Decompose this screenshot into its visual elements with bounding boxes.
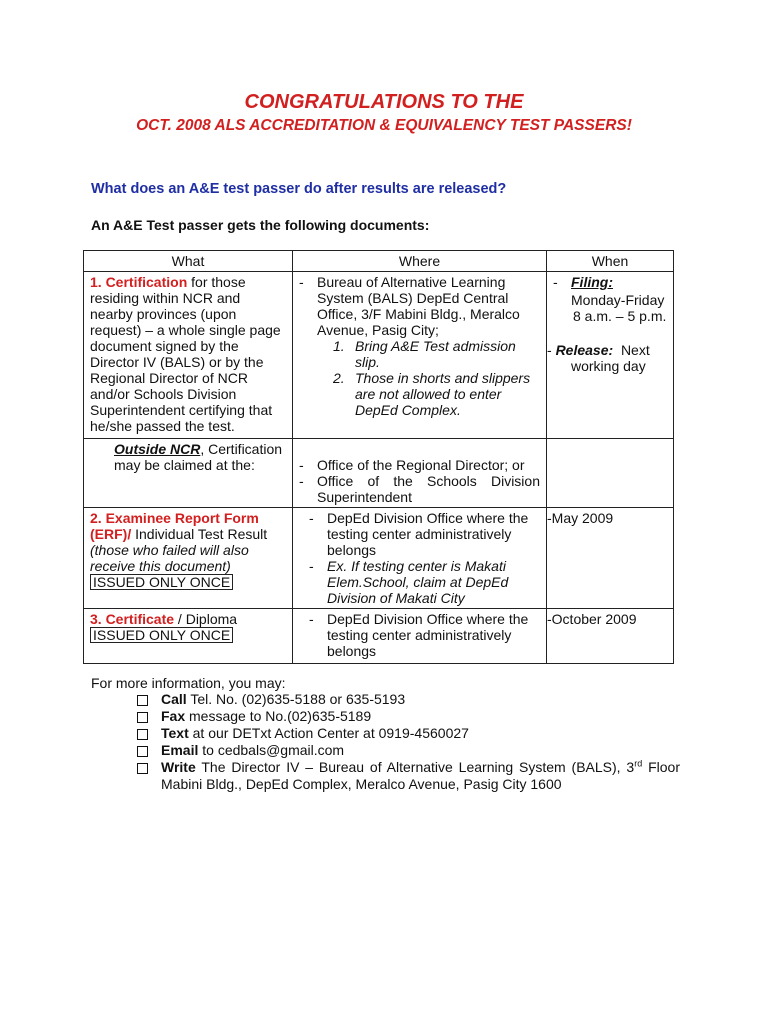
list-item: 2. Those in shorts and slippers are not allowed to enter DepEd Complex.	[299, 370, 540, 418]
bring-slip-note: Bring A&E Test admission slip.	[355, 338, 516, 370]
list-item: - Ex. If testing center is Makati Elem.School, claim at DepEd Division of Makati City	[309, 558, 540, 606]
list-item	[135, 742, 680, 759]
outside-ncr-text-a: , Certification	[200, 441, 283, 457]
erf-release-date: May 2009	[551, 510, 614, 526]
more-info-intro: For more information, you may:	[91, 675, 286, 691]
table-row-certification	[84, 272, 674, 439]
filing-days: Monday-Friday	[571, 292, 665, 308]
call-label: Call	[161, 691, 187, 707]
cell-where-erf	[293, 508, 547, 609]
release-text-a: Next	[620, 342, 650, 358]
list-item: - Office of the Schools Division Superintendent	[299, 473, 540, 505]
outside-ncr-text-b: may be claimed at the:	[114, 457, 255, 473]
cell-what-erf	[84, 508, 293, 609]
header-what: What	[84, 251, 293, 272]
certificate-release-date: October 2009	[551, 611, 637, 627]
table-row-certificate	[84, 609, 674, 664]
cell-where-outside-ncr	[293, 439, 547, 508]
write-label: Write	[161, 759, 196, 775]
documents-table	[83, 250, 674, 664]
email-text: to cedbals@gmail.com	[198, 742, 345, 758]
write-text-b: Floor Mabini Bldg., DepEd Complex, Meralco Avenue, Pasig City 1600	[161, 759, 680, 792]
checkbox-icon	[137, 763, 148, 774]
documents-intro: An A&E Test passer gets the following documents:	[91, 217, 430, 233]
division-office: DepEd Division Office where the testing center administratively belongs	[327, 611, 529, 659]
erf-note: (those who failed will also receive this document)	[90, 542, 249, 574]
list-item: - Bureau of Alternative Learning System (BALS) DepEd Central Office, 3/F Mabini Bldg., Meralco Avenue, Pasig City;	[299, 274, 540, 338]
checkbox-icon	[137, 746, 148, 757]
table-header-row	[84, 251, 674, 272]
dress-code-note: Those in shorts and slippers are not allowed to enter DepEd Complex.	[355, 370, 531, 418]
header-when: When	[547, 251, 674, 272]
erf-label: 2. Examinee Report Form (ERF)/	[90, 510, 259, 542]
bals-address: Bureau of Alternative Learning System (BALS) DepEd Central Office, 3/F Mabini Bldg., Meralco Avenue, Pasig City;	[317, 274, 520, 338]
certification-label: 1. Certification	[90, 274, 188, 290]
table-row-erf	[84, 508, 674, 609]
regional-office: Office of the Regional Director; or	[317, 457, 525, 473]
checkbox-icon	[137, 695, 148, 706]
list-item: Write The Director IV – Bureau of Alternative Learning System (BALS), 3rd Floor Mabini Bldg., DepEd Complex, Meralco Avenue, Pasig City 1600	[135, 759, 680, 793]
list-item	[135, 691, 680, 708]
table-row-outside-ncr	[84, 439, 674, 508]
text-text: at our DETxt Action Center at 0919-4560027	[188, 725, 469, 741]
release-text-b: working day	[571, 358, 646, 374]
checkbox-icon	[137, 729, 148, 740]
cell-when-certificate: -October 2009	[547, 609, 674, 664]
text-label: Text	[161, 725, 189, 741]
issued-once-badge: ISSUED ONLY ONCE	[90, 574, 233, 590]
certification-text-a: for those residing within NCR and nearby provinces	[90, 274, 246, 322]
cell-when-certification: - Filing: Monday-Friday 8 a.m. – 5 p.m. - Release: Next working day	[547, 272, 674, 439]
schools-division-words: Office of the Schools Division	[317, 473, 540, 489]
upon-request-text: (upon request)	[90, 306, 237, 338]
certificate-label: 3. Certificate	[90, 611, 175, 627]
list-item: - DepEd Division Office where the testing center administratively belongs	[309, 611, 540, 659]
release-label: Release:	[555, 342, 614, 358]
schools-division-end: Superintendent	[317, 489, 412, 505]
fax-label: Fax	[161, 708, 186, 724]
call-text: Tel. No. (02)635-5188 or 635-5193	[186, 691, 406, 707]
certification-text-b: – a whole single page document signed by the Director IV (BALS) or by the Regional Director of NCR and/or Schools Division Superintendent certifying that he/she passed the test.	[90, 322, 281, 434]
cell-what-certification	[84, 272, 293, 439]
list-item	[135, 725, 680, 742]
cell-where-certificate	[293, 609, 547, 664]
filing-label: Filing:	[571, 274, 613, 290]
certificate-text: / Diploma	[174, 611, 238, 627]
cell-what-certificate	[84, 609, 293, 664]
list-item	[135, 708, 680, 725]
fax-text: message to No.(02)635-5189	[185, 708, 372, 724]
outside-ncr-label: Outside NCR	[114, 441, 201, 457]
issued-once-badge: ISSUED ONLY ONCE	[90, 627, 233, 643]
erf-text: Individual Test Result	[131, 526, 268, 542]
contact-list	[135, 691, 680, 793]
email-label: Email	[161, 742, 199, 758]
write-text-a: The Director IV – Bureau of Alternative Learning System (BALS), 3	[195, 759, 635, 775]
page-subtitle: OCT. 2008 ALS ACCREDITATION & EQUIVALENCY TEST PASSERS!	[136, 117, 632, 134]
cell-when-outside-ncr	[547, 439, 674, 508]
cell-where-certification	[293, 272, 547, 439]
division-office: DepEd Division Office where the testing center administratively belongs	[327, 510, 529, 558]
list-item: - Office of the Regional Director; or	[299, 457, 525, 473]
question-heading: What does an A&E test passer do after results are released?	[91, 181, 507, 197]
makati-example: Ex. If testing center is Makati Elem.School, claim at DepEd Division of Makati City	[327, 558, 509, 606]
list-item: 1. Bring A&E Test admission slip.	[299, 338, 540, 370]
header-where: Where	[293, 251, 547, 272]
list-item: - DepEd Division Office where the testing center administratively belongs	[309, 510, 540, 558]
page-title: CONGRATULATIONS TO THE	[244, 91, 524, 113]
cell-what-outside-ncr	[84, 439, 293, 508]
cell-when-erf: -May 2009	[547, 508, 674, 609]
checkbox-icon	[137, 712, 148, 723]
filing-hours: 8 a.m. – 5 p.m.	[573, 308, 667, 324]
